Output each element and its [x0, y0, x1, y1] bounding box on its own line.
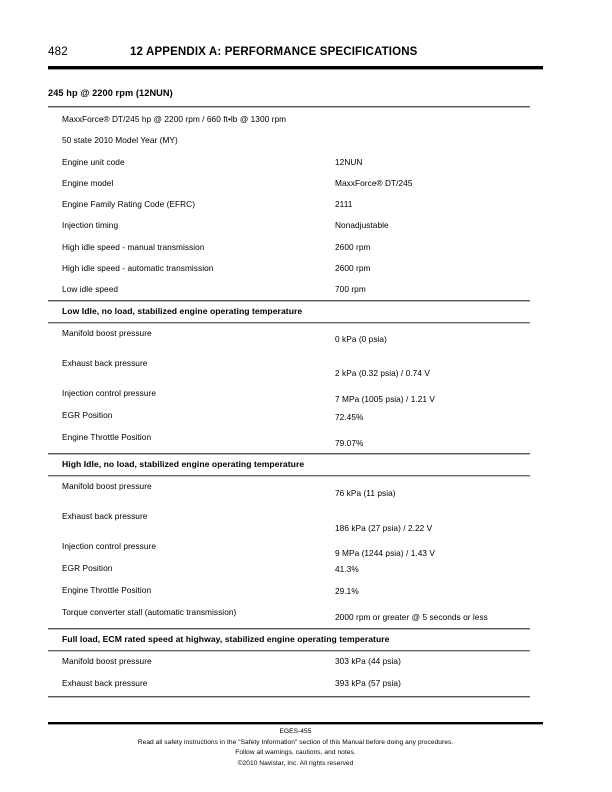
- row-value: 41.3%: [335, 563, 359, 574]
- row-value: 9 MPa (1244 psia) / 1.43 V: [335, 547, 435, 558]
- row-label: Exhaust back pressure: [62, 510, 148, 521]
- footer-safety-line: Read all safety instructions in the "Safety Information" section of this Manual before doing any procedures.: [137, 738, 454, 746]
- table-row: [48, 428, 530, 453]
- row-label: Injection control pressure: [62, 540, 156, 551]
- row-label: Exhaust back pressure: [62, 357, 148, 368]
- table-row: [48, 603, 530, 628]
- table-row: [48, 581, 530, 603]
- section-heading-label: High Idle, no load, stabilized engine operating temperature: [62, 458, 305, 469]
- table-row: [48, 384, 530, 406]
- row-label: Engine Throttle Position: [62, 431, 152, 442]
- row-value: 2000 rpm or greater @ 5 seconds or less: [335, 611, 488, 622]
- page-title: 12 APPENDIX A: PERFORMANCE SPECIFICATIONS: [130, 46, 418, 58]
- table-row: [48, 108, 530, 129]
- table-row: [48, 507, 530, 537]
- table-row: [48, 257, 530, 278]
- row-value: 393 kPa (57 psia): [335, 677, 401, 688]
- row-value: 7 MPa (1005 psia) / 1.21 V: [335, 393, 435, 404]
- table-rule: [48, 696, 530, 698]
- row-label: Manifold boost pressure: [62, 327, 152, 338]
- row-label: Low idle speed: [62, 284, 119, 295]
- footer-copyright-line: ©2010 Navistar, Inc. All rights reserved: [237, 759, 354, 767]
- section-heading-label: Low Idle, no load, stabilized engine operating temperature: [62, 305, 303, 316]
- table-row: [48, 193, 530, 214]
- row-label: Engine Throttle Position: [62, 584, 152, 595]
- table-row: [48, 129, 530, 150]
- row-label: Engine model: [62, 177, 114, 188]
- table-row: [48, 324, 530, 354]
- running-head: [48, 44, 543, 64]
- row-label: Engine Family Rating Code (EFRC): [62, 199, 196, 210]
- row-value: 2600 rpm: [335, 263, 371, 274]
- row-label: Manifold boost pressure: [62, 655, 152, 666]
- table-row: [48, 477, 530, 507]
- table-row: [48, 151, 530, 172]
- row-label: High idle speed - automatic transmission: [62, 263, 214, 274]
- row-label: High idle speed - manual transmission: [62, 241, 205, 252]
- section-heading: [48, 302, 530, 322]
- specifications-table: [48, 106, 530, 698]
- row-value: 0 kPa (0 psia): [335, 333, 387, 344]
- rating-title: 245 hp @ 2200 rpm (12NUN): [48, 88, 173, 98]
- table-row: [48, 172, 530, 193]
- table-row: [48, 559, 530, 581]
- footer-warnings-line: Follow all warnings, cautions, and notes.: [235, 749, 356, 756]
- table-row: [48, 278, 530, 299]
- row-label: Torque converter stall (automatic transmission): [62, 606, 237, 617]
- row-value: 700 rpm: [335, 284, 366, 295]
- table-row: [48, 236, 530, 257]
- row-label: Injection control pressure: [62, 387, 156, 398]
- row-label: 50 state 2010 Model Year (MY): [62, 135, 178, 146]
- page-footer: [48, 727, 543, 769]
- row-value: 79.07%: [335, 437, 364, 448]
- table-row: [48, 537, 530, 559]
- row-label: EGR Position: [62, 562, 113, 573]
- row-label: Engine unit code: [62, 156, 125, 167]
- table-row: [48, 674, 530, 696]
- section-heading-label: Full load, ECM rated speed at highway, stabilized engine operating temperature: [62, 633, 390, 644]
- table-row: [48, 354, 530, 384]
- row-value: 303 kPa (44 psia): [335, 655, 401, 666]
- row-value: 29.1%: [335, 585, 359, 596]
- row-label: Injection timing: [62, 220, 119, 231]
- row-value: 76 kPa (11 psia): [335, 487, 396, 498]
- row-value: 2111: [335, 199, 353, 210]
- row-value: 72.45%: [335, 411, 364, 422]
- row-value: 12NUN: [335, 156, 363, 167]
- row-value: MaxxForce® DT/245: [335, 177, 413, 188]
- row-label: Exhaust back pressure: [62, 677, 148, 688]
- table-row: [48, 406, 530, 428]
- footer-rule: [48, 722, 543, 725]
- footer-doc-number: EGES-455: [279, 728, 312, 735]
- row-value: 2 kPa (0.32 psia) / 0.74 V: [335, 367, 430, 378]
- row-label: EGR Position: [62, 409, 113, 420]
- row-value: 186 kPa (27 psia) / 2.22 V: [335, 522, 433, 533]
- table-row: [48, 214, 530, 235]
- header-rule: [48, 66, 543, 70]
- table-row: [48, 652, 530, 674]
- row-value: Nonadjustable: [335, 220, 389, 231]
- section-heading: [48, 630, 530, 650]
- row-label: Manifold boost pressure: [62, 480, 152, 491]
- section-heading: [48, 455, 530, 475]
- row-value: 2600 rpm: [335, 241, 371, 252]
- row-label: MaxxForce® DT/245 hp @ 2200 rpm / 660 ft•lb @ 1300 rpm: [62, 114, 287, 124]
- page-number: 482: [48, 46, 68, 58]
